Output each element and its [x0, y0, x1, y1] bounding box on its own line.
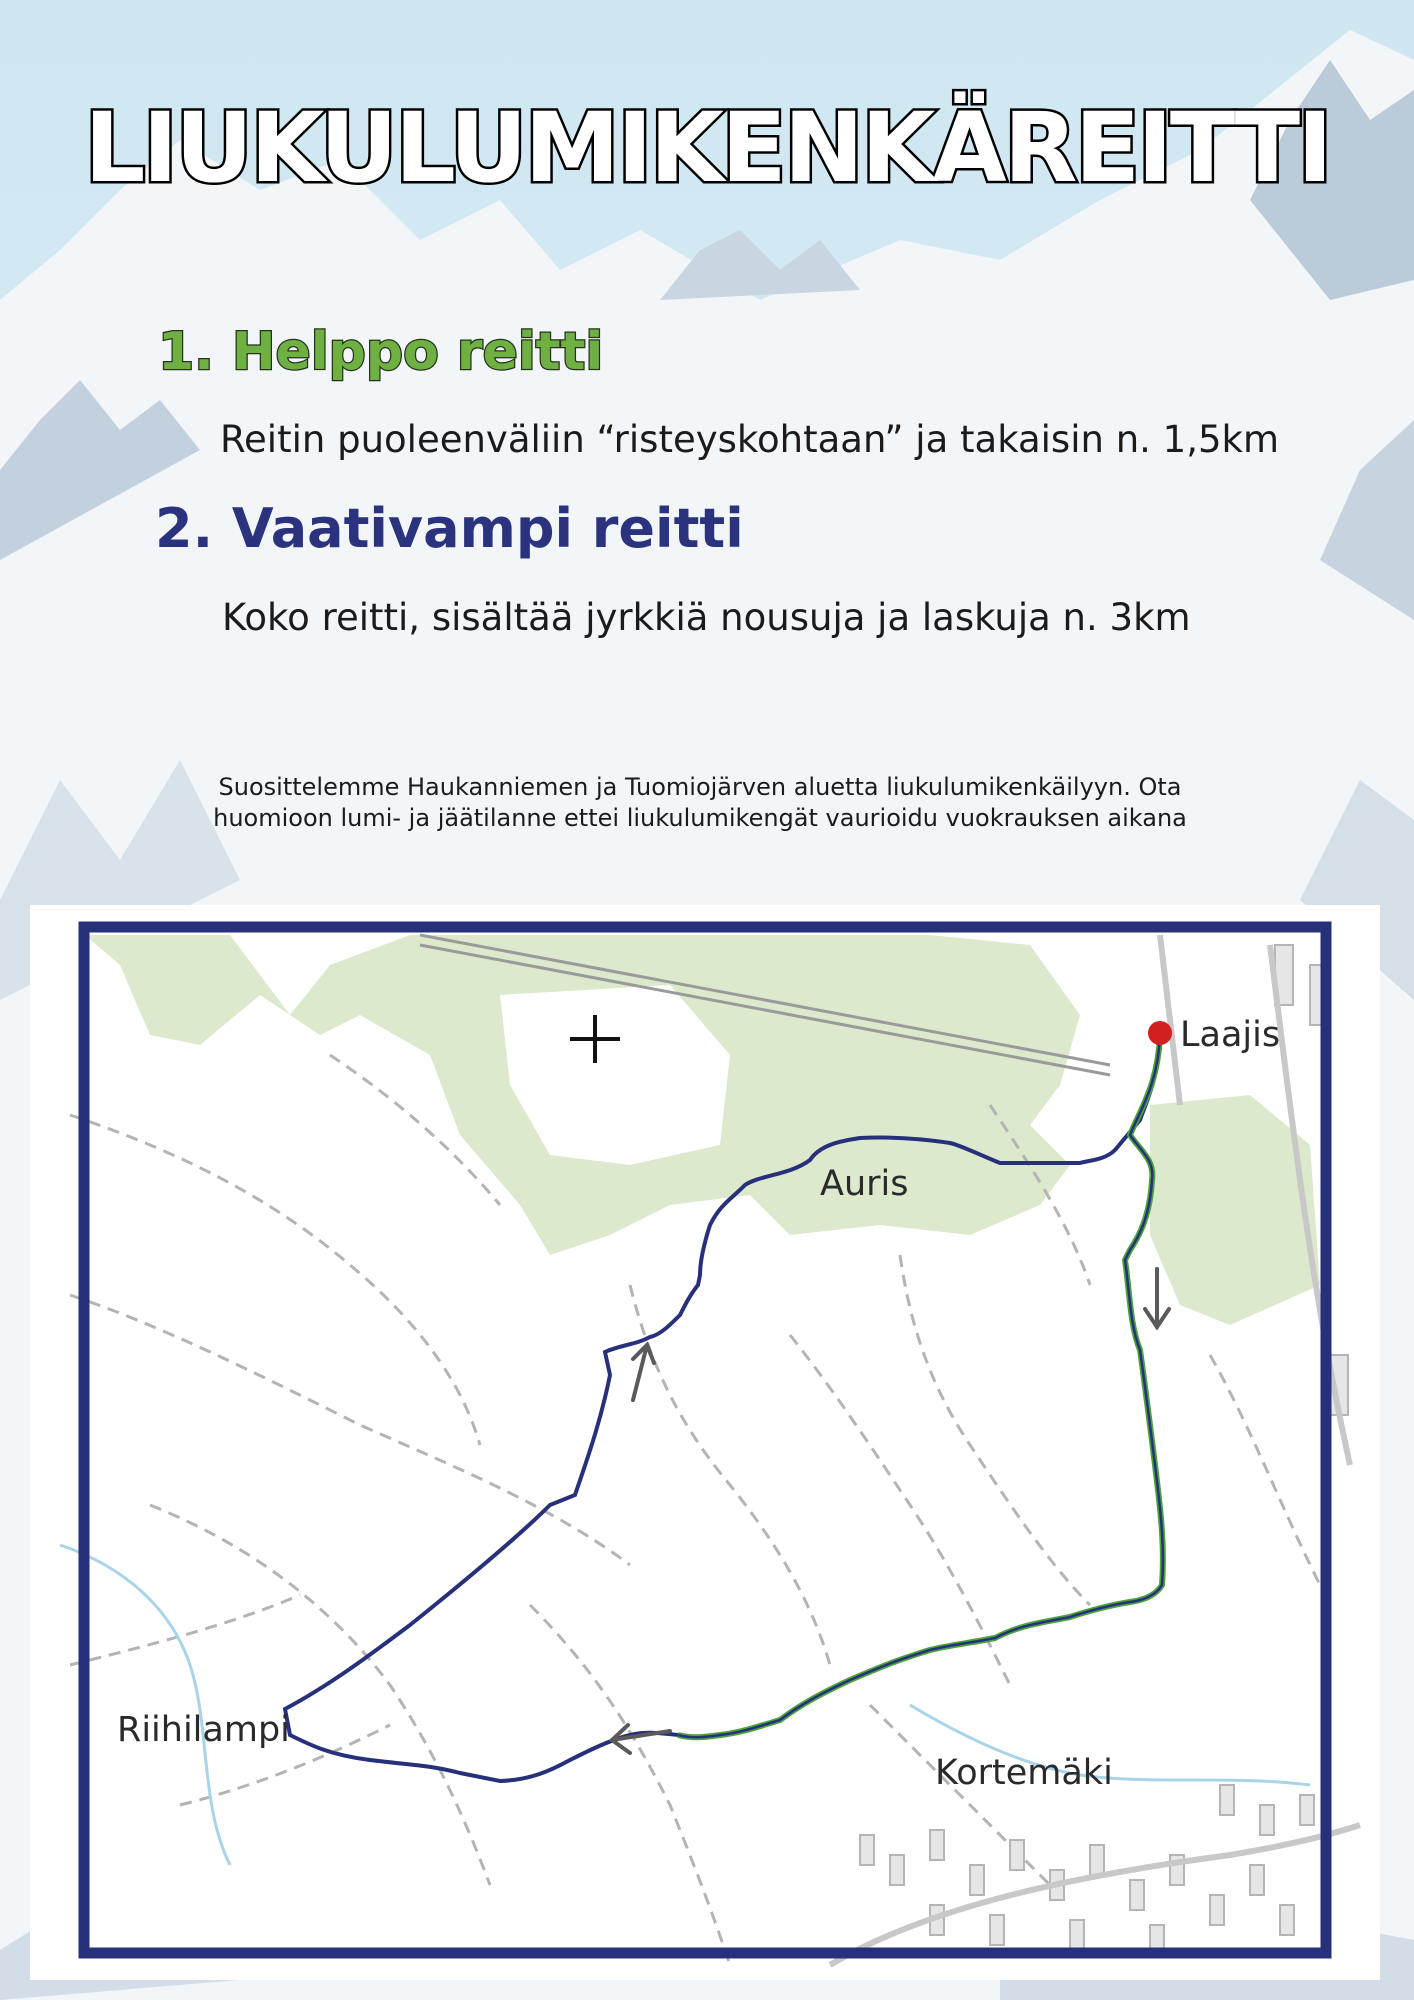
- easy-route-heading: 1. Helppo reitti: [158, 322, 604, 382]
- easy-route-description: Reitin puoleenväliin “risteyskohtaan” ja takaisin n. 1,5km: [220, 418, 1279, 461]
- hard-route-description: Koko reitti, sisältää jyrkkiä nousuja ja laskuja n. 3km: [222, 596, 1191, 639]
- hard-route-heading: 2. Vaativampi reitti: [155, 497, 744, 560]
- page-title: LIUKULUMIKENKÄREITTI: [84, 92, 1330, 204]
- label-kortemaki: Kortemäki: [935, 1753, 1113, 1793]
- recommendation-note: [120, 772, 1280, 834]
- start-marker: [1148, 1021, 1172, 1045]
- label-laajis: Laajis: [1180, 1015, 1281, 1055]
- route-map: [30, 905, 1380, 1980]
- note-line-2: huomioon lumi- ja jäätilanne ettei liukulumikengät vaurioidu vuokrauksen aikana: [213, 804, 1187, 832]
- label-riihilampi: Riihilampi: [117, 1710, 290, 1750]
- label-auris: Auris: [820, 1164, 909, 1204]
- note-line-1: Suosittelemme Haukanniemen ja Tuomiojärven aluetta liukulumikenkäilyyn. Ota: [218, 773, 1182, 801]
